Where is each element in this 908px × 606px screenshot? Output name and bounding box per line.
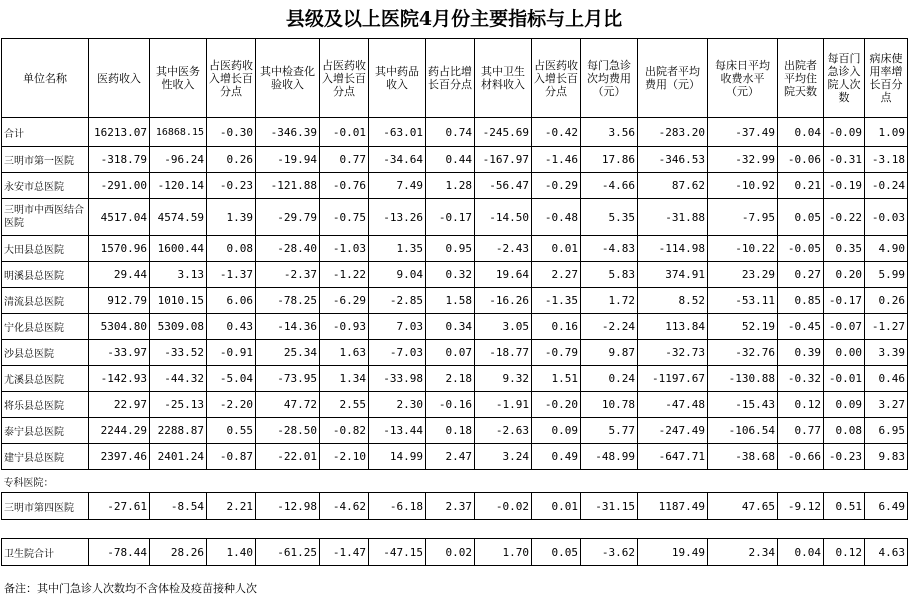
value-cell: 5309.08 [150, 314, 207, 340]
value-cell: -4.62 [320, 493, 369, 520]
value-cell: 8.52 [638, 288, 708, 314]
value-cell: 0.08 [207, 236, 256, 262]
value-cell: 0.55 [207, 418, 256, 444]
value-cell: 0.02 [426, 539, 475, 566]
value-cell: 0.44 [426, 147, 475, 173]
value-cell: 0.26 [865, 288, 908, 314]
value-cell: 0.20 [824, 262, 865, 288]
value-cell: -0.17 [824, 288, 865, 314]
column-header: 病床使用率增长百分点 [865, 39, 908, 118]
column-header: 其中医务性收入 [150, 39, 207, 118]
value-cell: -0.91 [207, 340, 256, 366]
value-cell: 0.46 [865, 366, 908, 392]
value-cell: 0.00 [824, 340, 865, 366]
value-cell: -4.66 [581, 173, 638, 199]
value-cell: -18.77 [475, 340, 532, 366]
value-cell: -0.82 [320, 418, 369, 444]
value-cell: 3.24 [475, 444, 532, 470]
value-cell: -130.88 [708, 366, 778, 392]
value-cell: -9.12 [778, 493, 824, 520]
value-cell: -106.54 [708, 418, 778, 444]
value-cell: 0.09 [824, 392, 865, 418]
value-cell: -283.20 [638, 118, 708, 147]
value-cell: -44.32 [150, 366, 207, 392]
value-cell: -19.94 [256, 147, 320, 173]
value-cell: -29.79 [256, 199, 320, 236]
value-cell: 47.65 [708, 493, 778, 520]
value-cell: -121.88 [256, 173, 320, 199]
value-cell: 4.63 [865, 539, 908, 566]
value-cell: -1.47 [320, 539, 369, 566]
value-cell: 10.78 [581, 392, 638, 418]
row-name-cell: 建宁县总医院 [2, 444, 89, 470]
value-cell: -7.03 [369, 340, 426, 366]
value-cell: -0.03 [865, 199, 908, 236]
value-cell: 374.91 [638, 262, 708, 288]
value-cell: 17.86 [581, 147, 638, 173]
value-cell: -0.87 [207, 444, 256, 470]
value-cell: 0.21 [778, 173, 824, 199]
value-cell: 2.18 [426, 366, 475, 392]
value-cell: -0.05 [778, 236, 824, 262]
value-cell: -647.71 [638, 444, 708, 470]
value-cell: -0.07 [824, 314, 865, 340]
value-cell: 3.05 [475, 314, 532, 340]
value-cell: -4.83 [581, 236, 638, 262]
header-row [2, 39, 908, 118]
value-cell: -346.39 [256, 118, 320, 147]
value-cell: -33.98 [369, 366, 426, 392]
value-cell: -0.06 [778, 147, 824, 173]
value-cell: -15.43 [708, 392, 778, 418]
value-cell: 2288.87 [150, 418, 207, 444]
value-cell: -73.95 [256, 366, 320, 392]
value-cell: -0.76 [320, 173, 369, 199]
value-cell: 87.62 [638, 173, 708, 199]
value-cell: 3.39 [865, 340, 908, 366]
table-row [2, 288, 908, 314]
value-cell: -167.97 [475, 147, 532, 173]
row-name-cell: 合计 [2, 118, 89, 147]
table-row [2, 340, 908, 366]
value-cell: -28.40 [256, 236, 320, 262]
value-cell: -0.30 [207, 118, 256, 147]
value-cell: -346.53 [638, 147, 708, 173]
value-cell: -32.73 [638, 340, 708, 366]
column-header: 占医药收入增长百分点 [532, 39, 581, 118]
row-name-cell: 三明市第四医院 [2, 493, 89, 520]
value-cell: -1.46 [532, 147, 581, 173]
value-cell: -31.88 [638, 199, 708, 236]
value-cell: 0.49 [532, 444, 581, 470]
value-cell: -0.32 [778, 366, 824, 392]
value-cell: -114.98 [638, 236, 708, 262]
value-cell: -0.45 [778, 314, 824, 340]
value-cell: 47.72 [256, 392, 320, 418]
value-cell: -0.20 [532, 392, 581, 418]
value-cell: 1.72 [581, 288, 638, 314]
value-cell: -0.48 [532, 199, 581, 236]
value-cell: 1.70 [475, 539, 532, 566]
value-cell: -3.18 [865, 147, 908, 173]
value-cell: 0.04 [778, 118, 824, 147]
value-cell: 16868.15 [150, 118, 207, 147]
value-cell: -63.01 [369, 118, 426, 147]
value-cell: -14.50 [475, 199, 532, 236]
value-cell: -1.91 [475, 392, 532, 418]
value-cell: -78.44 [89, 539, 150, 566]
value-cell: 5.77 [581, 418, 638, 444]
value-cell: -2.37 [256, 262, 320, 288]
row-name-cell: 沙县总医院 [2, 340, 89, 366]
column-header: 每门急诊次均费用（元） [581, 39, 638, 118]
value-cell: 2.30 [369, 392, 426, 418]
value-cell: 0.05 [778, 199, 824, 236]
value-cell: -142.93 [89, 366, 150, 392]
value-cell: 1187.49 [638, 493, 708, 520]
value-cell: -33.52 [150, 340, 207, 366]
value-cell: 4574.59 [150, 199, 207, 236]
table-row [2, 418, 908, 444]
value-cell: 1600.44 [150, 236, 207, 262]
value-cell: -13.44 [369, 418, 426, 444]
value-cell: 6.95 [865, 418, 908, 444]
value-cell: -0.02 [475, 493, 532, 520]
value-cell: 23.29 [708, 262, 778, 288]
value-cell: -0.75 [320, 199, 369, 236]
value-cell: -38.68 [708, 444, 778, 470]
value-cell: -32.99 [708, 147, 778, 173]
value-cell: 1.58 [426, 288, 475, 314]
value-cell: -0.24 [865, 173, 908, 199]
value-cell: 0.32 [426, 262, 475, 288]
value-cell: -318.79 [89, 147, 150, 173]
value-cell: 52.19 [708, 314, 778, 340]
table-row [2, 366, 908, 392]
column-header: 每床日平均收费水平（元） [708, 39, 778, 118]
table-body [2, 118, 908, 566]
value-cell: 1.39 [207, 199, 256, 236]
footnote: 备注：其中门急诊人次数均不含体检及疫苗接种人次 [4, 582, 257, 595]
value-cell: 6.49 [865, 493, 908, 520]
row-name-cell: 明溪县总医院 [2, 262, 89, 288]
value-cell: -2.24 [581, 314, 638, 340]
indicator-table [1, 38, 908, 566]
value-cell: 0.08 [824, 418, 865, 444]
value-cell: -1.37 [207, 262, 256, 288]
table-row [2, 493, 908, 520]
value-cell: -25.13 [150, 392, 207, 418]
value-cell: 1010.15 [150, 288, 207, 314]
value-cell: -0.09 [824, 118, 865, 147]
value-cell: -14.36 [256, 314, 320, 340]
table-row [2, 262, 908, 288]
value-cell: -0.23 [824, 444, 865, 470]
table-row [2, 173, 908, 199]
value-cell: 5.83 [581, 262, 638, 288]
value-cell: -1197.67 [638, 366, 708, 392]
value-cell: -56.47 [475, 173, 532, 199]
value-cell: 28.26 [150, 539, 207, 566]
value-cell: -1.03 [320, 236, 369, 262]
value-cell: 0.18 [426, 418, 475, 444]
value-cell: -78.25 [256, 288, 320, 314]
value-cell: 2.27 [532, 262, 581, 288]
value-cell: -247.49 [638, 418, 708, 444]
value-cell: -0.23 [207, 173, 256, 199]
value-cell: 4.90 [865, 236, 908, 262]
value-cell: 0.74 [426, 118, 475, 147]
value-cell: 0.39 [778, 340, 824, 366]
table-row [2, 392, 908, 418]
column-header: 每百门急诊入院人次数 [824, 39, 865, 118]
value-cell: 2.37 [426, 493, 475, 520]
value-cell: 7.03 [369, 314, 426, 340]
value-cell: 912.79 [89, 288, 150, 314]
value-cell: -2.63 [475, 418, 532, 444]
value-cell: 0.16 [532, 314, 581, 340]
value-cell: 19.64 [475, 262, 532, 288]
value-cell: 0.27 [778, 262, 824, 288]
table-row [2, 539, 908, 566]
value-cell: -16.26 [475, 288, 532, 314]
value-cell: -27.61 [89, 493, 150, 520]
value-cell: 1.09 [865, 118, 908, 147]
value-cell: 0.85 [778, 288, 824, 314]
value-cell: -120.14 [150, 173, 207, 199]
column-header: 其中卫生材料收入 [475, 39, 532, 118]
column-header: 出院者平均费用（元） [638, 39, 708, 118]
column-header: 出院者平均住院天数 [778, 39, 824, 118]
table-row [2, 118, 908, 147]
value-cell: 0.26 [207, 147, 256, 173]
value-cell: 1.63 [320, 340, 369, 366]
value-cell: -1.27 [865, 314, 908, 340]
value-cell: 2.55 [320, 392, 369, 418]
value-cell: 1.35 [369, 236, 426, 262]
value-cell: -1.22 [320, 262, 369, 288]
row-name-cell: 三明市中西医结合医院 [2, 199, 89, 236]
value-cell: 1.28 [426, 173, 475, 199]
value-cell: 0.95 [426, 236, 475, 262]
value-cell: -22.01 [256, 444, 320, 470]
value-cell: -5.04 [207, 366, 256, 392]
spacer-cell [2, 520, 908, 539]
row-name-cell: 将乐县总医院 [2, 392, 89, 418]
value-cell: 25.34 [256, 340, 320, 366]
value-cell: -12.98 [256, 493, 320, 520]
value-cell: -28.50 [256, 418, 320, 444]
value-cell: 3.27 [865, 392, 908, 418]
value-cell: 0.34 [426, 314, 475, 340]
value-cell: -37.49 [708, 118, 778, 147]
column-header: 其中检查化验收入 [256, 39, 320, 118]
value-cell: -53.11 [708, 288, 778, 314]
table-row [2, 314, 908, 340]
value-cell: 0.51 [824, 493, 865, 520]
value-cell: 9.32 [475, 366, 532, 392]
value-cell: -0.19 [824, 173, 865, 199]
value-cell: -13.26 [369, 199, 426, 236]
value-cell: -0.22 [824, 199, 865, 236]
value-cell: -6.18 [369, 493, 426, 520]
value-cell: -0.42 [532, 118, 581, 147]
value-cell: 0.35 [824, 236, 865, 262]
value-cell: -0.93 [320, 314, 369, 340]
value-cell: -0.01 [320, 118, 369, 147]
table-row [2, 147, 908, 173]
value-cell: -291.00 [89, 173, 150, 199]
value-cell: -0.17 [426, 199, 475, 236]
value-cell: 1.34 [320, 366, 369, 392]
value-cell: 0.04 [778, 539, 824, 566]
value-cell: 2.21 [207, 493, 256, 520]
value-cell: 0.09 [532, 418, 581, 444]
row-name-cell: 清流县总医院 [2, 288, 89, 314]
value-cell: -0.66 [778, 444, 824, 470]
value-cell: 2401.24 [150, 444, 207, 470]
value-cell: -7.95 [708, 199, 778, 236]
value-cell: -8.54 [150, 493, 207, 520]
value-cell: -6.29 [320, 288, 369, 314]
value-cell: -48.99 [581, 444, 638, 470]
row-name-cell: 卫生院合计 [2, 539, 89, 566]
value-cell: 2397.46 [89, 444, 150, 470]
value-cell: 0.07 [426, 340, 475, 366]
value-cell: 1570.96 [89, 236, 150, 262]
column-header: 医药收入 [89, 39, 150, 118]
value-cell: 2.34 [708, 539, 778, 566]
value-cell: 0.24 [581, 366, 638, 392]
value-cell: -2.10 [320, 444, 369, 470]
column-header: 占医药收入增长百分点 [320, 39, 369, 118]
value-cell: 113.84 [638, 314, 708, 340]
value-cell: -245.69 [475, 118, 532, 147]
value-cell: -34.64 [369, 147, 426, 173]
value-cell: -0.01 [824, 366, 865, 392]
value-cell: 2.47 [426, 444, 475, 470]
value-cell: -10.22 [708, 236, 778, 262]
column-header: 单位名称 [2, 39, 89, 118]
column-header: 占医药收入增长百分点 [207, 39, 256, 118]
value-cell: 7.49 [369, 173, 426, 199]
row-name-cell: 宁化县总医院 [2, 314, 89, 340]
table-row [2, 236, 908, 262]
value-cell: -96.24 [150, 147, 207, 173]
value-cell: 2244.29 [89, 418, 150, 444]
table-title: 县级及以上医院4月份主要指标与上月比 [285, 8, 623, 30]
value-cell: -31.15 [581, 493, 638, 520]
value-cell: -2.43 [475, 236, 532, 262]
value-cell: 9.04 [369, 262, 426, 288]
value-cell: 0.77 [778, 418, 824, 444]
value-cell: 6.06 [207, 288, 256, 314]
value-cell: 0.77 [320, 147, 369, 173]
section-row [2, 470, 908, 493]
value-cell: 19.49 [638, 539, 708, 566]
row-name-cell: 永安市总医院 [2, 173, 89, 199]
value-cell: 5.35 [581, 199, 638, 236]
value-cell: 1.51 [532, 366, 581, 392]
table-row [2, 444, 908, 470]
value-cell: 0.12 [824, 539, 865, 566]
value-cell: 0.01 [532, 236, 581, 262]
value-cell: -2.85 [369, 288, 426, 314]
value-cell: 5.99 [865, 262, 908, 288]
value-cell: -0.16 [426, 392, 475, 418]
value-cell: -61.25 [256, 539, 320, 566]
column-header: 其中药品收入 [369, 39, 426, 118]
value-cell: 3.13 [150, 262, 207, 288]
value-cell: -0.29 [532, 173, 581, 199]
value-cell: -1.35 [532, 288, 581, 314]
value-cell: 22.97 [89, 392, 150, 418]
value-cell: 9.87 [581, 340, 638, 366]
value-cell: -0.79 [532, 340, 581, 366]
section-label: 专科医院： [2, 470, 908, 493]
value-cell: 16213.07 [89, 118, 150, 147]
row-name-cell: 大田县总医院 [2, 236, 89, 262]
value-cell: -0.31 [824, 147, 865, 173]
value-cell: -47.15 [369, 539, 426, 566]
value-cell: 1.40 [207, 539, 256, 566]
row-name-cell: 三明市第一医院 [2, 147, 89, 173]
value-cell: -32.76 [708, 340, 778, 366]
value-cell: -2.20 [207, 392, 256, 418]
value-cell: 0.05 [532, 539, 581, 566]
value-cell: 0.43 [207, 314, 256, 340]
value-cell: -3.62 [581, 539, 638, 566]
spacer-row [2, 520, 908, 539]
value-cell: 9.83 [865, 444, 908, 470]
value-cell: -10.92 [708, 173, 778, 199]
value-cell: 4517.04 [89, 199, 150, 236]
value-cell: 5304.80 [89, 314, 150, 340]
row-name-cell: 尤溪县总医院 [2, 366, 89, 392]
table-row [2, 199, 908, 236]
value-cell: 0.01 [532, 493, 581, 520]
value-cell: -33.97 [89, 340, 150, 366]
row-name-cell: 泰宁县总医院 [2, 418, 89, 444]
value-cell: 0.12 [778, 392, 824, 418]
value-cell: -47.48 [638, 392, 708, 418]
value-cell: 14.99 [369, 444, 426, 470]
value-cell: 29.44 [89, 262, 150, 288]
column-header: 药占比增长百分点 [426, 39, 475, 118]
value-cell: 3.56 [581, 118, 638, 147]
